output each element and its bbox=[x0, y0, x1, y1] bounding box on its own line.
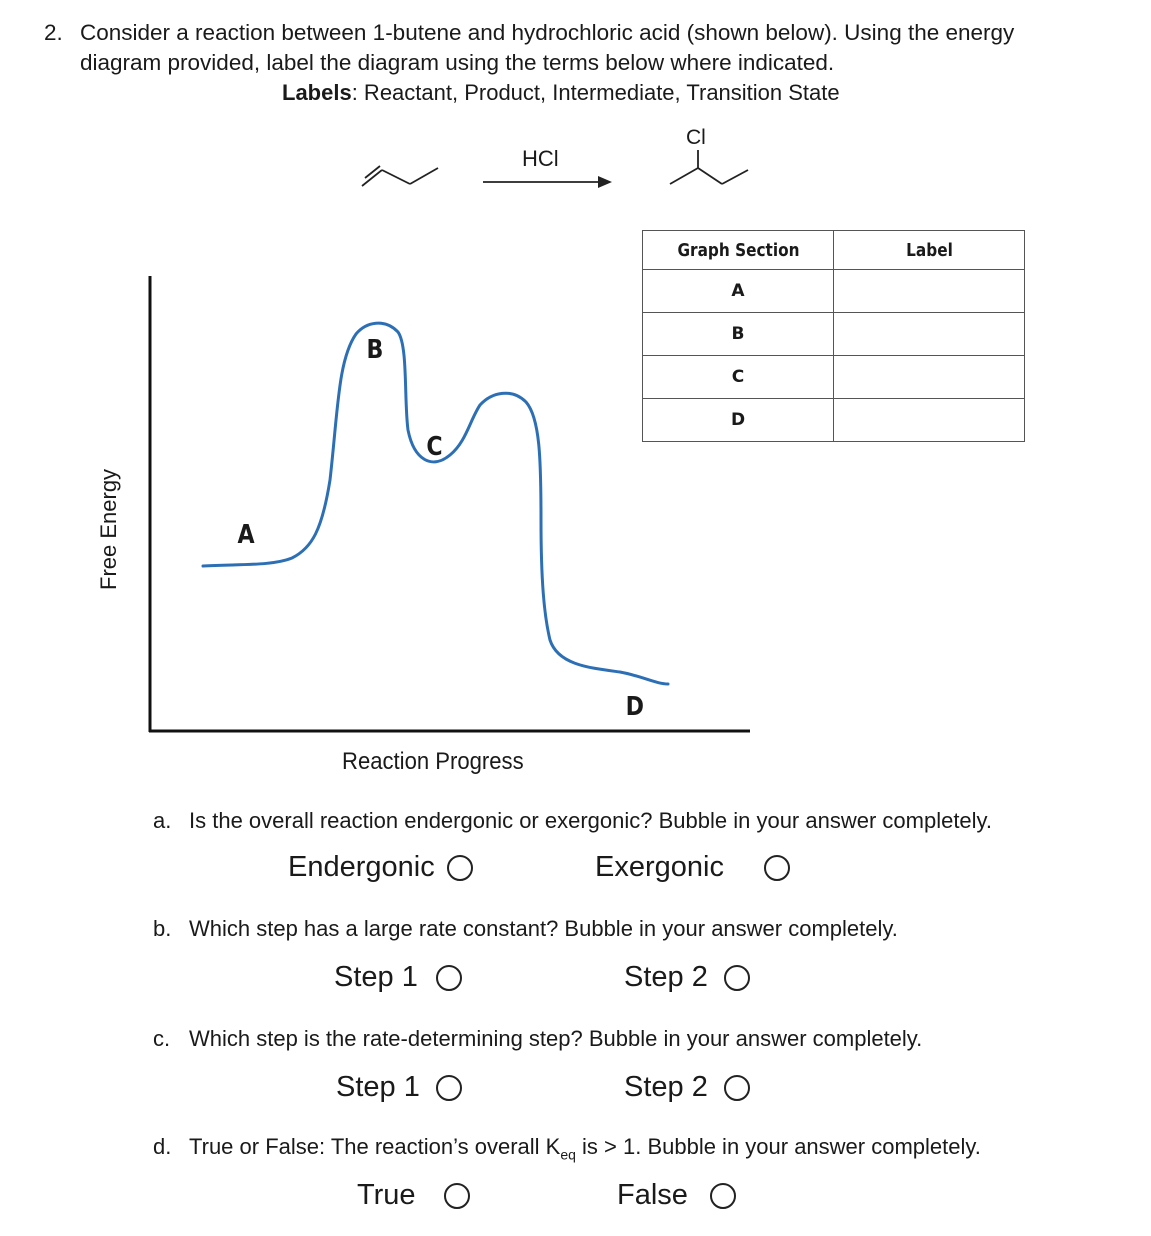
energy-diagram bbox=[0, 0, 800, 800]
option-label: False bbox=[617, 1179, 688, 1211]
part-text: Is the overall reaction endergonic or exergonic? Bubble in your answer completely. bbox=[189, 808, 993, 833]
point-a-label: A bbox=[237, 520, 255, 550]
option-label: Step 1 bbox=[336, 1071, 420, 1103]
energy-curve bbox=[203, 323, 668, 684]
option-label: Step 2 bbox=[624, 1071, 708, 1103]
labels-heading: Labels bbox=[282, 80, 352, 105]
option-b-step1 bbox=[334, 961, 462, 994]
label-input-cell[interactable] bbox=[834, 270, 1025, 313]
option-label: Step 1 bbox=[334, 961, 418, 993]
exergonic-bubble[interactable] bbox=[764, 855, 790, 881]
chlorine-label: Cl bbox=[686, 126, 706, 149]
option-exergonic bbox=[595, 851, 790, 884]
part-letter: c. bbox=[153, 1026, 171, 1051]
keq-subscript: eq bbox=[560, 1146, 576, 1163]
y-axis-label: Free Energy bbox=[96, 468, 121, 590]
point-d-label: D bbox=[625, 692, 644, 722]
part-a-question bbox=[153, 808, 992, 834]
section-cell: C bbox=[643, 356, 834, 399]
label-input-cell[interactable] bbox=[834, 356, 1025, 399]
reagent-label: HCl bbox=[522, 146, 559, 171]
b-step2-bubble[interactable] bbox=[724, 965, 750, 991]
part-letter: a. bbox=[153, 808, 172, 833]
question-text-line1: Consider a reaction between 1-butene and hydrochloric acid (shown below). Using the energy bbox=[80, 20, 1015, 45]
label-input-cell[interactable] bbox=[834, 313, 1025, 356]
point-b-label: B bbox=[366, 335, 384, 365]
option-c-step2 bbox=[624, 1071, 750, 1104]
option-c-step1 bbox=[336, 1071, 462, 1104]
question-text-line2: diagram provided, label the diagram using the terms below where indicated. bbox=[80, 50, 835, 75]
part-letter: d. bbox=[153, 1134, 172, 1159]
part-text: Which step has a large rate constant? Bubble in your answer completely. bbox=[189, 916, 898, 941]
x-axis-label: Reaction Progress bbox=[342, 748, 524, 775]
labels-list: : Reactant, Product, Intermediate, Transition State bbox=[351, 80, 840, 105]
false-bubble[interactable] bbox=[710, 1183, 736, 1209]
part-d-question bbox=[153, 1134, 981, 1162]
label-input-cell[interactable] bbox=[834, 399, 1025, 442]
part-text: Which step is the rate-determining step? Bubble in your answer completely. bbox=[189, 1026, 923, 1051]
endergonic-bubble[interactable] bbox=[447, 855, 473, 881]
option-label: Endergonic bbox=[288, 851, 435, 883]
c-step1-bubble[interactable] bbox=[436, 1075, 462, 1101]
header-graph-section: Graph Section bbox=[657, 231, 819, 270]
point-c-label: C bbox=[426, 432, 443, 462]
option-label: Step 2 bbox=[624, 961, 708, 993]
option-false bbox=[617, 1179, 736, 1212]
option-true bbox=[357, 1179, 470, 1212]
part-text-before: True or False: The reaction’s overall K bbox=[189, 1134, 561, 1159]
part-text-after: is > 1. Bubble in your answer completely. bbox=[575, 1134, 981, 1159]
section-cell: D bbox=[643, 399, 834, 442]
header-label: Label bbox=[848, 231, 1010, 270]
section-cell: B bbox=[643, 313, 834, 356]
part-b-question bbox=[153, 916, 898, 942]
question-number: 2. bbox=[44, 20, 63, 45]
option-label: Exergonic bbox=[595, 851, 724, 883]
option-endergonic bbox=[288, 851, 473, 884]
b-step1-bubble[interactable] bbox=[436, 965, 462, 991]
true-bubble[interactable] bbox=[444, 1183, 470, 1209]
c-step2-bubble[interactable] bbox=[724, 1075, 750, 1101]
part-c-question bbox=[153, 1026, 922, 1052]
section-cell: A bbox=[643, 270, 834, 313]
option-b-step2 bbox=[624, 961, 750, 994]
option-label: True bbox=[357, 1179, 416, 1211]
part-letter: b. bbox=[153, 916, 172, 941]
